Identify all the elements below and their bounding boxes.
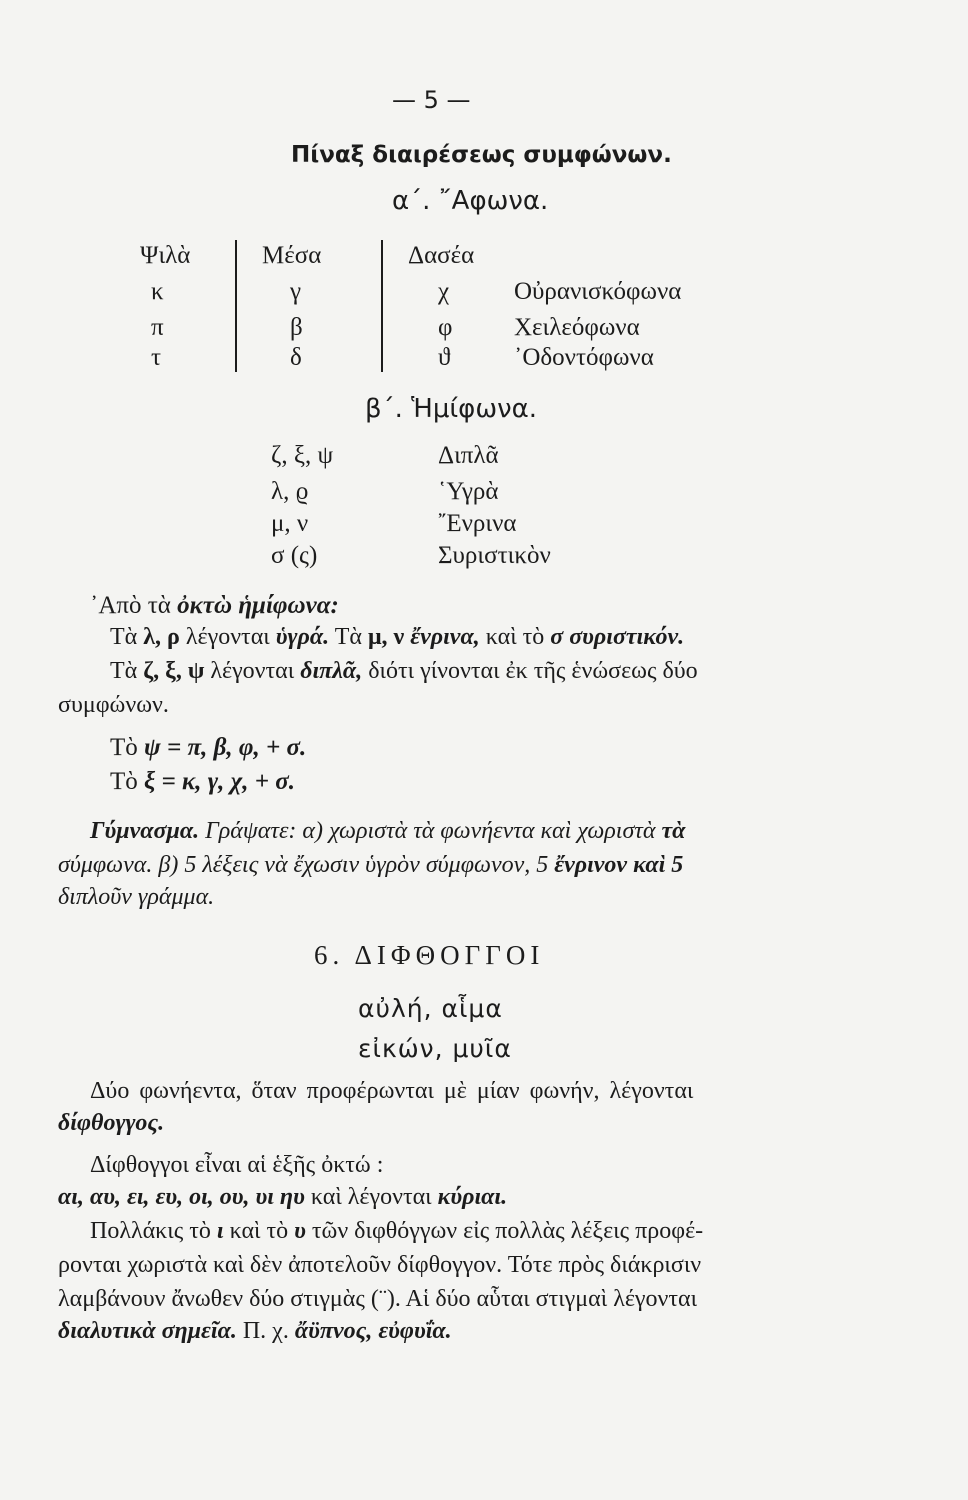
diphthong-list-line: [58, 1184, 507, 1211]
paragraph-doubles-cont: συμφώνων.: [58, 692, 169, 718]
text-span: λέγονται: [179, 624, 276, 650]
column-divider-2: [381, 240, 383, 372]
paragraph-liquids: [110, 624, 684, 651]
table-cell: δ: [290, 344, 302, 371]
table-cell: β: [290, 314, 303, 341]
diaeresis-line-1: [90, 1218, 703, 1245]
bold-span: υ: [294, 1218, 306, 1244]
text-span: τῶν διφθόγγων εἰς πολλὰς λέξεις προφέ-: [305, 1218, 704, 1244]
bold-span: λ, ρ: [143, 624, 180, 650]
table-cell: κ: [151, 278, 164, 305]
semivowel-type: ῾Υγρὰ: [438, 478, 499, 505]
table-cell: χ: [438, 278, 450, 305]
semivowel-type: Διπλᾶ: [438, 442, 499, 469]
text-span: Τὰ: [110, 658, 144, 684]
page-title: Πίναξ διαιρέσεως συμφώνων.: [291, 142, 672, 168]
column-divider-1: [235, 240, 237, 372]
formula-psi: [110, 734, 306, 762]
exercise-label: Γύμνασμα.: [90, 818, 200, 844]
exercise-line-3: διπλοῦν γράμμα.: [58, 884, 215, 910]
formula-lead: Τὸ: [110, 768, 145, 795]
table-cell: φ: [438, 314, 453, 341]
diaeresis-line-2: ρονται χωριστὰ καὶ δὲν ἀποτελοῦν δίφθογγον. Τότε πρὸς διάκρισιν: [58, 1252, 702, 1278]
diphthong-example: εἰκών, μυῖα: [358, 1034, 512, 1063]
intro-text: ᾿Απὸ τὰ: [90, 592, 178, 619]
formula-xi: [110, 768, 295, 796]
intro-line: [90, 592, 339, 620]
table-cell: ϑ: [438, 344, 451, 371]
bold-span: σ συριστικόν.: [550, 624, 685, 650]
paragraph-doubles: [110, 658, 698, 685]
text-span: διότι γίνονται ἐκ τῆς ἑνώσεως δύο: [362, 658, 698, 684]
diphthong-def-line-2: δίφθογγος.: [58, 1110, 165, 1136]
bold-span: ι: [216, 1218, 224, 1244]
exercise-text-bold: ἔνρινον καὶ 5: [554, 852, 684, 878]
bold-span: ἄϋπνος, εὐφυΐα.: [294, 1318, 452, 1344]
section-6-heading: 6. ΔΙΦΘΟΓΓΟΙ: [314, 940, 545, 970]
text-span: Πολλάκις τὸ: [90, 1218, 217, 1244]
semivowel-letters: σ (ς): [271, 542, 318, 569]
semivowel-letters: ζ, ξ, ψ: [271, 442, 334, 469]
text-span: Τὰ: [329, 624, 368, 650]
bold-span: ὑγρά.: [275, 624, 330, 650]
text-span: λέγονται: [204, 658, 301, 684]
bold-span: ἔνρινα,: [410, 624, 480, 650]
diphthong-example: αὐλή, αἷμα: [358, 994, 503, 1023]
bold-span: διπλᾶ,: [300, 658, 363, 684]
header-dasea: Δασέα: [408, 242, 475, 269]
section-a-heading: α΄. ῎Αφωνα.: [392, 186, 549, 216]
formula-expr: ψ = π, β, φ, + σ.: [144, 734, 307, 761]
table-cell: Χειλεόφωνα: [514, 314, 640, 341]
exercise-text: Γράψατε: α) χωριστὰ τὰ φωνήεντα καὶ χωριστὰ: [199, 818, 662, 844]
intro-bold: ὀκτὼ ἡμίφωνα:: [177, 592, 339, 619]
diphthong-count-line: Δίφθογγοι εἶναι αἱ ἑξῆς ὀκτώ :: [90, 1152, 384, 1178]
diaeresis-line-3: λαμβάνουν ἄνωθεν δύο στιγμὰς (¨). Αἱ δύο αὗται στιγμαὶ λέγονται: [58, 1286, 698, 1312]
exercise-line-2: [58, 852, 683, 879]
header-mesa: Μέσα: [262, 242, 322, 269]
formula-lead: Τὸ: [110, 734, 145, 761]
section-b-heading: β΄. Ἡμίφωνα.: [365, 394, 538, 424]
text-span: καὶ λέγονται: [304, 1184, 438, 1210]
text-span: καὶ τὸ: [223, 1218, 295, 1244]
text-span: Π. χ.: [236, 1318, 295, 1344]
diphthong-list: αι, αυ, ει, ευ, οι, ου, υι ηυ: [58, 1184, 305, 1210]
table-cell: γ: [290, 278, 302, 305]
table-cell: ᾿Οδοντόφωνα: [514, 344, 654, 371]
table-cell: π: [151, 314, 164, 341]
bold-span: διαλυτικὰ σημεῖα.: [58, 1318, 237, 1344]
bold-span: ζ, ξ, ψ: [143, 658, 205, 684]
page-number: — 5 —: [392, 86, 471, 114]
exercise-line-1: [90, 818, 685, 845]
exercise-text: σύμφωνα. β) 5 λέξεις νὰ ἔχωσιν ὑγρὸν σύμφωνον, 5: [58, 852, 555, 878]
semivowel-letters: λ, ϱ: [271, 478, 309, 505]
diaeresis-line-4: [58, 1318, 452, 1345]
exercise-text-bold: τὰ: [661, 818, 686, 844]
semivowel-letters: μ, ν: [271, 510, 309, 537]
table-cell: τ: [151, 344, 162, 371]
text-span: Τὰ: [110, 624, 144, 650]
table-cell: Οὐρανισκόφωνα: [514, 278, 682, 305]
semivowel-type: Συριστικὸν: [438, 542, 551, 569]
diphthong-def-line-1: Δύο φωνήεντα, ὅταν προφέρωνται μὲ μίαν φωνήν, λέγονται: [90, 1078, 694, 1104]
text-span: καὶ τὸ: [479, 624, 551, 650]
bold-span: μ, ν: [367, 624, 405, 650]
bold-span: κύριαι.: [437, 1184, 508, 1210]
semivowel-type: ῎Ενρινα: [438, 510, 517, 537]
formula-expr: ξ = κ, γ, χ, + σ.: [144, 768, 295, 795]
header-psila: Ψιλὰ: [140, 242, 191, 269]
